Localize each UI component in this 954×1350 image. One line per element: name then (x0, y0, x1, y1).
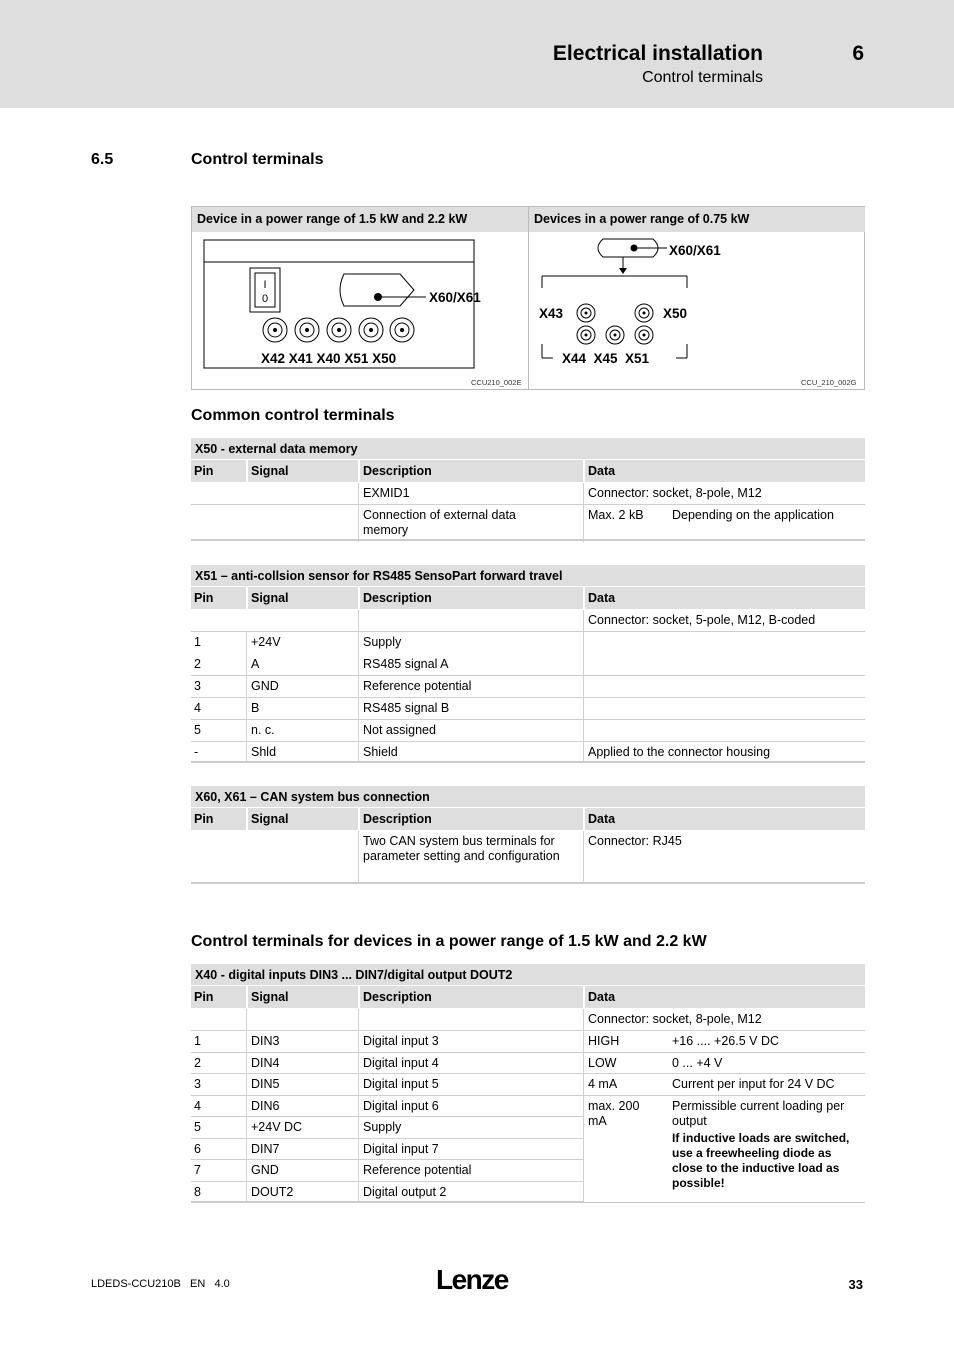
figure-code-right: CCU_210_002G (801, 378, 857, 387)
cell-signal: DIN7 (251, 1141, 280, 1156)
device-drawing-small (529, 232, 865, 390)
table-x60 (191, 786, 865, 884)
power-range-heading: Control terminals for devices in a power range of 1.5 kW and 2.2 kW (191, 933, 707, 950)
cell-pin: 2 (194, 1055, 201, 1070)
table-row (191, 720, 865, 742)
table-x60-title: X60, X61 – CAN system bus connection (191, 786, 865, 808)
page-header-title: Electrical installation (552, 42, 763, 65)
table-row (191, 698, 865, 720)
col-data: Data (585, 587, 865, 609)
cell-data: Connector: RJ45 (588, 834, 682, 848)
table-x51-title: X51 – anti-collsion sensor for RS485 SensoPart forward travel (191, 565, 865, 587)
cell-pin: 8 (194, 1184, 201, 1199)
label-x50: X50 (663, 306, 688, 321)
cell-pin: 1 (194, 635, 201, 649)
cell-data-value: Permissible current loading per output (672, 1099, 845, 1128)
label-x60-x61-left: X60/X61 (429, 290, 481, 305)
figure-code-left: CCU210_002E (471, 378, 522, 387)
cell-pin: 1 (194, 1034, 201, 1048)
cell-signal: n. c. (251, 723, 275, 737)
col-data: Data (585, 808, 865, 830)
cell-data-label: max. 200 mA (588, 1099, 640, 1128)
table-x50-title: X50 - external data memory (191, 438, 865, 460)
cell-data-label: LOW (588, 1055, 617, 1070)
table-x51 (191, 565, 865, 763)
device-drawing-large (192, 232, 528, 390)
cell-data-value: +16 .... +26.5 V DC (672, 1034, 780, 1048)
table-row (191, 610, 865, 632)
table-row (191, 1074, 865, 1096)
chapter-number: 6 (852, 42, 864, 65)
cell-signal: DIN3 (251, 1034, 280, 1048)
table-row (191, 505, 865, 541)
table-row (191, 1053, 865, 1075)
cell-pin: 3 (194, 679, 201, 693)
col-signal: Signal (248, 808, 358, 830)
cell-description: Supply (363, 1120, 402, 1134)
cell-pin: 4 (194, 701, 201, 715)
cell-description: Digital input 6 (363, 1098, 439, 1113)
cell-pin: 3 (194, 1077, 201, 1091)
section-number: 6.5 (91, 151, 114, 168)
cell-pin: 5 (194, 1120, 201, 1134)
device-drawing-small-svg (529, 232, 865, 390)
footer-document-id: LDEDS-CCU210B EN 4.0 (91, 1278, 230, 1290)
col-data: Data (585, 460, 865, 482)
page-number: 33 (848, 1277, 863, 1292)
cell-data-size: Max. 2 kB (588, 508, 644, 522)
table-x40-header (191, 986, 865, 1009)
figure-right-header: Devices in a power range of 0.75 kW (529, 207, 865, 232)
page-header-subtitle: Control terminals (642, 69, 763, 86)
lenze-logo (436, 1264, 516, 1297)
cell-data-label: 4 mA (588, 1077, 618, 1091)
cell-signal: DOUT2 (251, 1184, 294, 1199)
cell-data-value: Current per input for 24 V DC (672, 1077, 835, 1091)
cell-data-value: 0 ... +4 V (672, 1055, 723, 1070)
x40-data-merged (584, 1096, 865, 1202)
cell-signal: +24V DC (251, 1120, 303, 1134)
cell-signal: DIN4 (251, 1055, 280, 1070)
table-x40-title: X40 - digital inputs DIN3 ... DIN7/digital output DOUT2 (191, 964, 865, 986)
cell-description: Digital input 5 (363, 1077, 439, 1091)
cell-description: RS485 signal A (363, 657, 449, 671)
cell-description: Digital input 4 (363, 1055, 439, 1070)
cell-signal: DIN5 (251, 1077, 280, 1091)
cell-pin: 6 (194, 1141, 201, 1156)
cell-description: Digital input 7 (363, 1141, 439, 1156)
cell-description: Reference potential (363, 679, 472, 693)
cell-description: RS485 signal B (363, 701, 450, 715)
cell-signal: B (251, 701, 260, 715)
table-row (191, 831, 865, 884)
label-x60-x61-right: X60/X61 (669, 243, 721, 258)
cell-description: Connection of external data memory (363, 508, 516, 537)
col-signal: Signal (248, 986, 358, 1008)
table-x40 (191, 964, 865, 1203)
cell-description: Not assigned (363, 723, 436, 737)
cell-pin: 5 (194, 723, 201, 737)
m12-connectors-left (263, 318, 414, 342)
table-x50-header (191, 460, 865, 483)
col-signal: Signal (248, 460, 358, 482)
cell-pin: 4 (194, 1098, 201, 1113)
cell-data: Applied to the connector housing (588, 745, 771, 759)
connector-figure (191, 206, 865, 390)
col-pin: Pin (191, 587, 246, 609)
col-pin: Pin (191, 460, 246, 482)
m12-connectors-right (577, 304, 653, 344)
cell-data: Connector: socket, 8-pole, M12 (588, 1012, 762, 1026)
figure-left-header: Device in a power range of 1.5 kW and 2.2 kW (192, 207, 528, 232)
lenze-logo-svg (436, 1264, 516, 1294)
label-x43: X43 (539, 306, 564, 321)
cell-signal: Shld (251, 745, 277, 759)
cell-description: Digital output 2 (363, 1184, 447, 1199)
table-row (191, 654, 865, 676)
header-band (0, 0, 954, 108)
connector-labels-right: X44 X45 X51 (562, 351, 650, 366)
col-description: Description (360, 986, 583, 1008)
col-description: Description (360, 460, 583, 482)
cell-data-note: Depending on the application (672, 508, 834, 522)
col-pin: Pin (191, 986, 246, 1008)
cell-signal: GND (251, 1163, 279, 1177)
cell-data-label: HIGH (588, 1034, 620, 1048)
col-pin: Pin (191, 808, 246, 830)
table-row (191, 676, 865, 698)
connector-labels-left: X42 X41 X40 X51 X50 (261, 351, 397, 366)
table-row (191, 1009, 865, 1031)
inductive-load-warning: If inductive loads are switched, use a freewheeling diode as close to the inductive load as possible! (672, 1131, 850, 1190)
switch-label-off: 0 (261, 293, 269, 305)
cell-pin: - (194, 745, 199, 759)
cell-signal: A (251, 657, 260, 671)
col-description: Description (360, 808, 583, 830)
table-row (191, 1031, 865, 1053)
table-x51-header (191, 587, 865, 610)
cell-signal: +24V (251, 635, 281, 649)
switch-label-on: I (263, 279, 267, 291)
device-drawing-large-svg (192, 232, 528, 390)
col-signal: Signal (248, 587, 358, 609)
cell-signal: GND (251, 679, 279, 693)
table-row (191, 483, 865, 505)
x40-pin-block (191, 1031, 865, 1203)
cell-description: Reference potential (363, 1163, 472, 1177)
section-title: Control terminals (191, 151, 324, 168)
col-data: Data (585, 986, 865, 1008)
table-x60-header (191, 808, 865, 831)
cell-data: Connector: socket, 8-pole, M12 (588, 486, 762, 500)
col-description: Description (360, 587, 583, 609)
logo-text: Lenze (436, 1264, 508, 1294)
cell-pin: 2 (194, 657, 201, 671)
cell-signal: DIN6 (251, 1098, 280, 1113)
table-x50 (191, 438, 865, 541)
common-terminals-heading: Common control terminals (191, 407, 395, 424)
cell-description: Supply (363, 635, 402, 649)
cell-description: Shield (363, 745, 398, 759)
cell-description: Digital input 3 (363, 1034, 439, 1048)
table-row (191, 742, 865, 763)
cell-data: Connector: socket, 5-pole, M12, B-coded (588, 613, 816, 627)
table-row (191, 632, 865, 654)
cell-pin: 7 (194, 1163, 201, 1177)
cell-description: EXMID1 (363, 486, 410, 500)
cell-description: Two CAN system bus terminals for parameter setting and configuration (363, 834, 560, 863)
